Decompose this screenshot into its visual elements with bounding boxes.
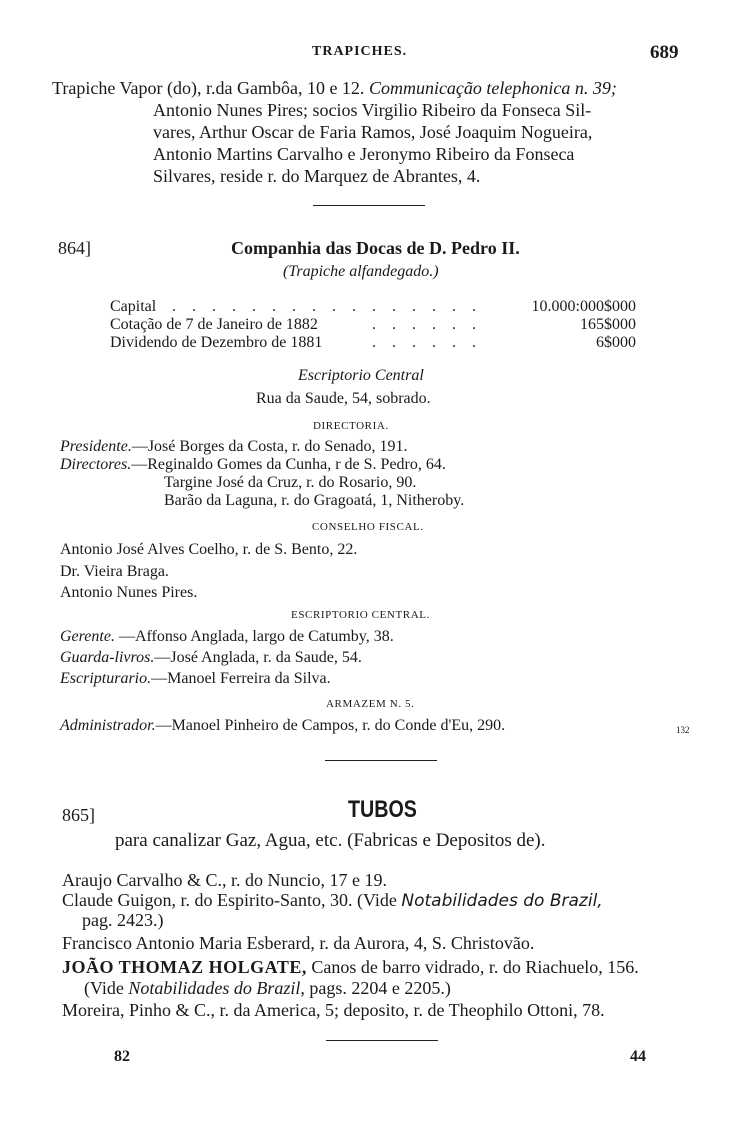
finance-dots: . . . . . . . . . . . . . . . .	[172, 298, 482, 315]
finance-value-dividendo: 6$000	[596, 334, 636, 351]
directores-line: Directores.—Reginaldo Gomes da Cunha, r de S. Pedro, 64.	[60, 456, 446, 473]
entry-trapiche-line-3: vares, Arthur Oscar de Faria Ramos, José Joaquim Nogueira,	[153, 122, 593, 142]
list-item-continued: pag. 2423.)	[82, 910, 164, 930]
conselho-member: Antonio Nunes Pires.	[60, 584, 198, 601]
entry-title: Companhia das Docas de D. Pedro II.	[231, 238, 520, 258]
gerente-line: Gerente. —Affonso Anglada, largo de Catumby, 38.	[60, 628, 394, 645]
entry-title: TUBOS	[348, 796, 417, 823]
list-item: JOÃO THOMAZ HOLGATE, Canos de barro vidrado, r. do Riachuelo, 156.	[62, 957, 639, 977]
finance-label-capital: Capital	[110, 298, 157, 315]
directoria-heading: DIRECTORIA.	[313, 420, 389, 432]
list-item: Claude Guigon, r. do Espirito-Santo, 30. (Vide Notabilidades do Brazil,	[62, 890, 603, 911]
entry-subtitle: para canalizar Gaz, Agua, etc. (Fabricas e Depositos de).	[115, 830, 546, 851]
entry-trapiche-line-2: Antonio Nunes Pires; socios Virgilio Ribeiro da Fonseca Sil-	[153, 100, 592, 120]
conselho-member: Dr. Vieira Braga.	[60, 563, 169, 580]
divider	[313, 205, 425, 206]
directores-line-3: Barão da Laguna, r. do Gragoatá, 1, Nitheroby.	[164, 492, 465, 509]
finance-value-cotacao: 165$000	[580, 316, 636, 333]
office-heading: Escriptorio Central	[298, 367, 424, 384]
administrador-line: Administrador.—Manoel Pinheiro de Campos, r. do Conde d'Eu, 290.	[60, 717, 506, 734]
presidente-line: Presidente.—José Borges da Costa, r. do Senado, 191.	[60, 438, 408, 455]
directores-line-2: Targine José da Cruz, r. do Rosario, 90.	[164, 474, 417, 491]
footer-right-number: 44	[630, 1048, 646, 1065]
finance-value-capital: 10.000:000$000	[531, 298, 636, 315]
margin-note: 132	[676, 725, 690, 735]
list-item: Moreira, Pinho & C., r. da America, 5; deposito, r. de Theophilo Ottoni, 78.	[62, 1000, 605, 1020]
running-title: TRAPICHES.	[312, 44, 408, 59]
divider	[325, 760, 437, 761]
page-number: 689	[650, 42, 679, 63]
finance-dots: . . . . . .	[372, 316, 482, 333]
list-item: Francisco Antonio Maria Esberard, r. da Aurora, 4, S. Christovão.	[62, 933, 535, 953]
escripturario-line: Escripturario.—Manoel Ferreira da Silva.	[60, 670, 331, 687]
conselho-heading: CONSELHO FISCAL.	[312, 521, 424, 533]
escriptorio-heading: ESCRIPTORIO CENTRAL.	[291, 609, 430, 621]
footer-left-number: 82	[114, 1048, 130, 1065]
entry-trapiche-line-1: Trapiche Vapor (do), r.da Gambôa, 10 e 12. Communicação telephonica n. 39;	[52, 78, 617, 98]
entry-subtitle: (Trapiche alfandegado.)	[283, 263, 439, 280]
finance-dots: . . . . . .	[372, 334, 482, 351]
list-item-continued: (Vide Notabilidades do Brazil, pags. 2204 e 2205.)	[84, 978, 451, 998]
conselho-member: Antonio José Alves Coelho, r. de S. Bento, 22.	[60, 541, 358, 558]
office-address: Rua da Saude, 54, sobrado.	[256, 390, 431, 407]
guarda-livros-line: Guarda-livros.—José Anglada, r. da Saude, 54.	[60, 649, 362, 666]
entry-trapiche-line-5: Silvares, reside r. do Marquez de Abrantes, 4.	[153, 166, 481, 186]
entry-number: 864]	[58, 238, 91, 258]
finance-label-cotacao: Cotação de 7 de Janeiro de 1882	[110, 316, 318, 333]
list-item: Araujo Carvalho & C., r. do Nuncio, 17 e 19.	[62, 870, 387, 890]
entry-number: 865]	[62, 805, 95, 825]
entry-trapiche-line-4: Antonio Martins Carvalho e Jeronymo Ribeiro da Fonseca	[153, 144, 575, 164]
divider	[326, 1040, 438, 1041]
finance-label-dividendo: Dividendo de Dezembro de 1881	[110, 334, 323, 351]
armazem-heading: ARMAZEM N. 5.	[326, 698, 415, 710]
